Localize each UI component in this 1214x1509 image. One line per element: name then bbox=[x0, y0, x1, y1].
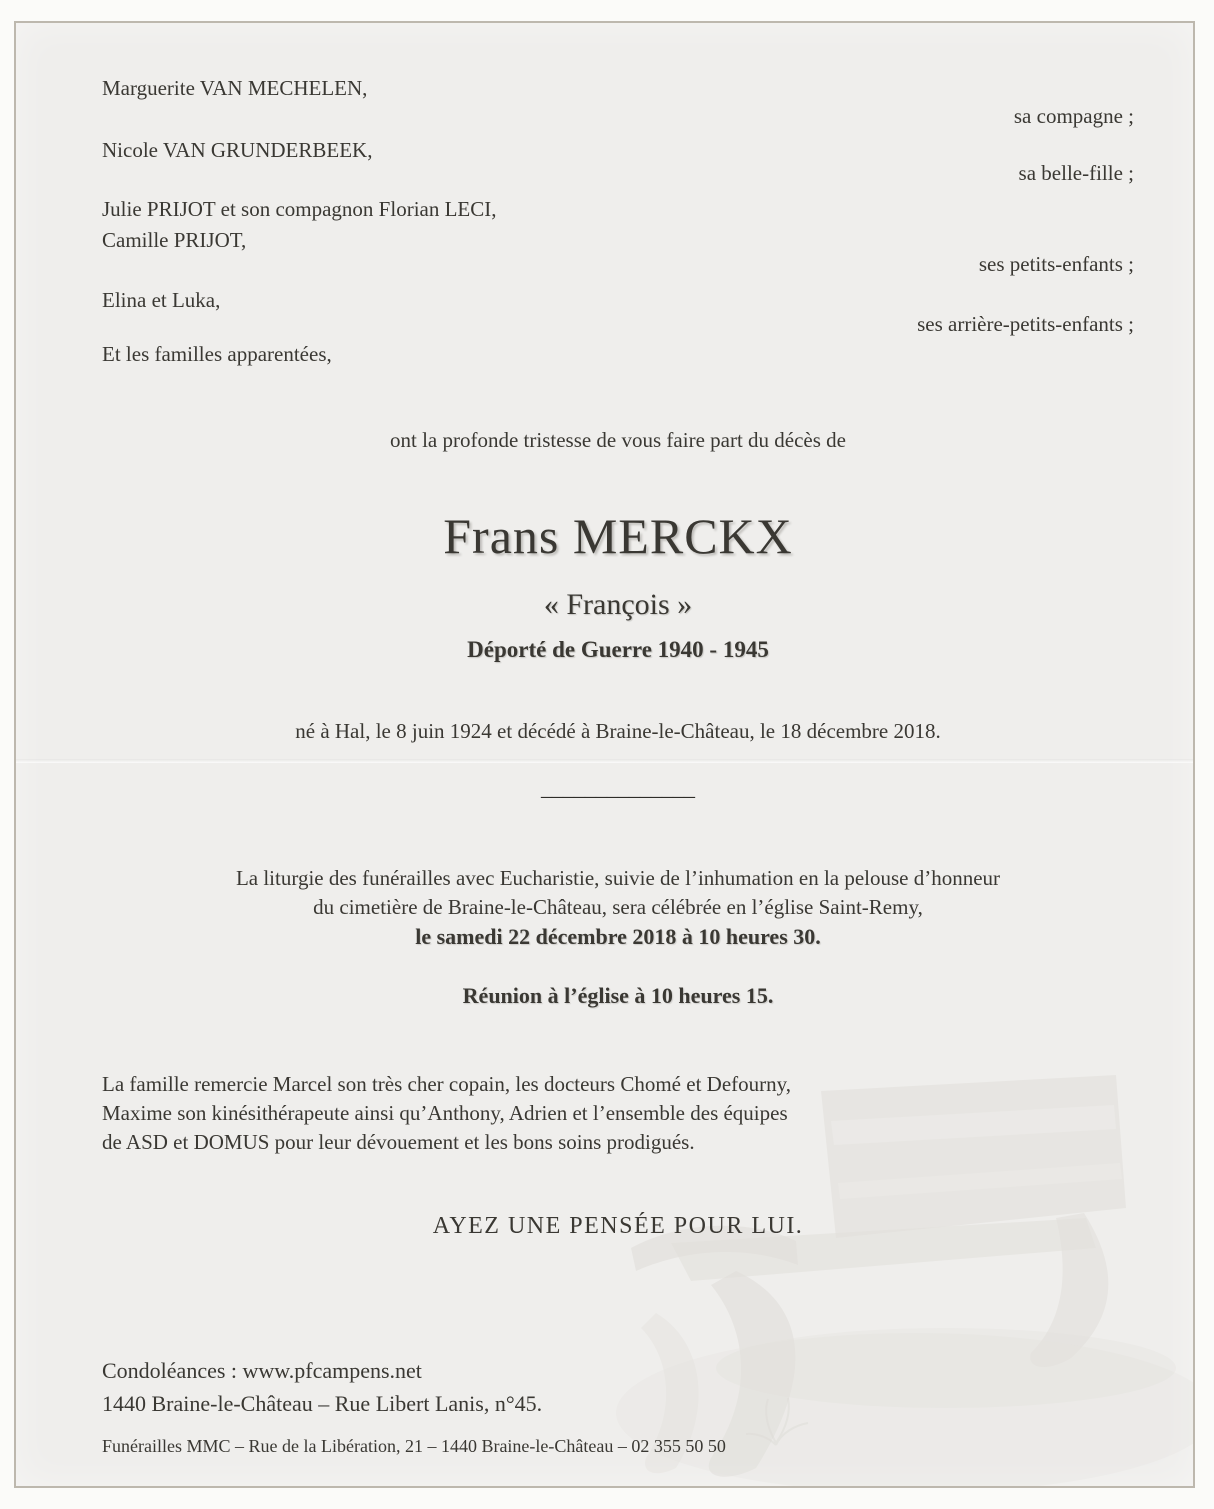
family-relation-2: sa belle-fille ; bbox=[1018, 161, 1134, 185]
ceremony-line-1: La liturgie des funérailles avec Eucharistie, suivie de l’inhumation en la pelouse d’honneur bbox=[235, 866, 1001, 890]
section-divider: ______________ bbox=[541, 775, 695, 800]
thanks-line-2: Maxime son kinésithérapeute ainsi qu’Anthony, Adrien et l’ensemble des équipes bbox=[102, 1101, 788, 1125]
meeting-line: Réunion à l’église à 10 heures 15. bbox=[462, 983, 774, 1008]
funeral-home-footer: Funérailles MMC – Rue de la Libération, 21 – 1440 Braine-le-Château – 02 355 50 50 bbox=[102, 1436, 726, 1456]
family-relation-1: sa compagne ; bbox=[1013, 104, 1134, 128]
honor-title: Déporté de Guerre 1940 - 1945 bbox=[467, 637, 769, 662]
thanks-line-3: de ASD et DOMUS pour leur dévouement et les bons soins prodigués. bbox=[102, 1130, 695, 1154]
fold-crease bbox=[16, 759, 1193, 763]
family-relation-4: ses arrière-petits-enfants ; bbox=[917, 312, 1134, 336]
family-relation-3: ses petits-enfants ; bbox=[978, 252, 1134, 276]
tribute-line: AYEZ UNE PENSÉE POUR LUI. bbox=[432, 1213, 804, 1239]
ceremony-line-2: du cimetière de Braine-le-Château, sera célébrée en l’église Saint-Remy, bbox=[313, 895, 923, 919]
address-line: 1440 Braine-le-Château – Rue Libert Lanis, n°45. bbox=[102, 1391, 543, 1416]
life-dates: né à Hal, le 8 juin 1924 et décédé à Braine-le-Château, le 18 décembre 2018. bbox=[295, 719, 941, 743]
deceased-name: Frans MERCKX bbox=[443, 508, 793, 564]
intro-line: ont la profonde tristesse de vous faire part du décès de bbox=[389, 428, 846, 452]
announcement-card bbox=[14, 21, 1195, 1488]
ceremony-line-3: le samedi 22 décembre 2018 à 10 heures 30. bbox=[415, 924, 821, 949]
family-name-2: Nicole VAN GRUNDERBEEK, bbox=[102, 138, 373, 162]
family-name-3b: Camille PRIJOT, bbox=[102, 228, 247, 252]
family-name-4: Elina et Luka, bbox=[102, 288, 221, 312]
nickname: « François » bbox=[543, 588, 693, 621]
condolences-line: Condoléances : www.pfcampens.net bbox=[102, 1358, 422, 1383]
family-name-1: Marguerite VAN MECHELEN, bbox=[102, 76, 368, 100]
family-name-3a: Julie PRIJOT et son compagnon Florian LECI, bbox=[102, 197, 497, 221]
thanks-line-1: La famille remercie Marcel son très cher copain, les docteurs Chomé et Defourny, bbox=[102, 1072, 792, 1096]
family-name-5: Et les familles apparentées, bbox=[102, 342, 332, 366]
